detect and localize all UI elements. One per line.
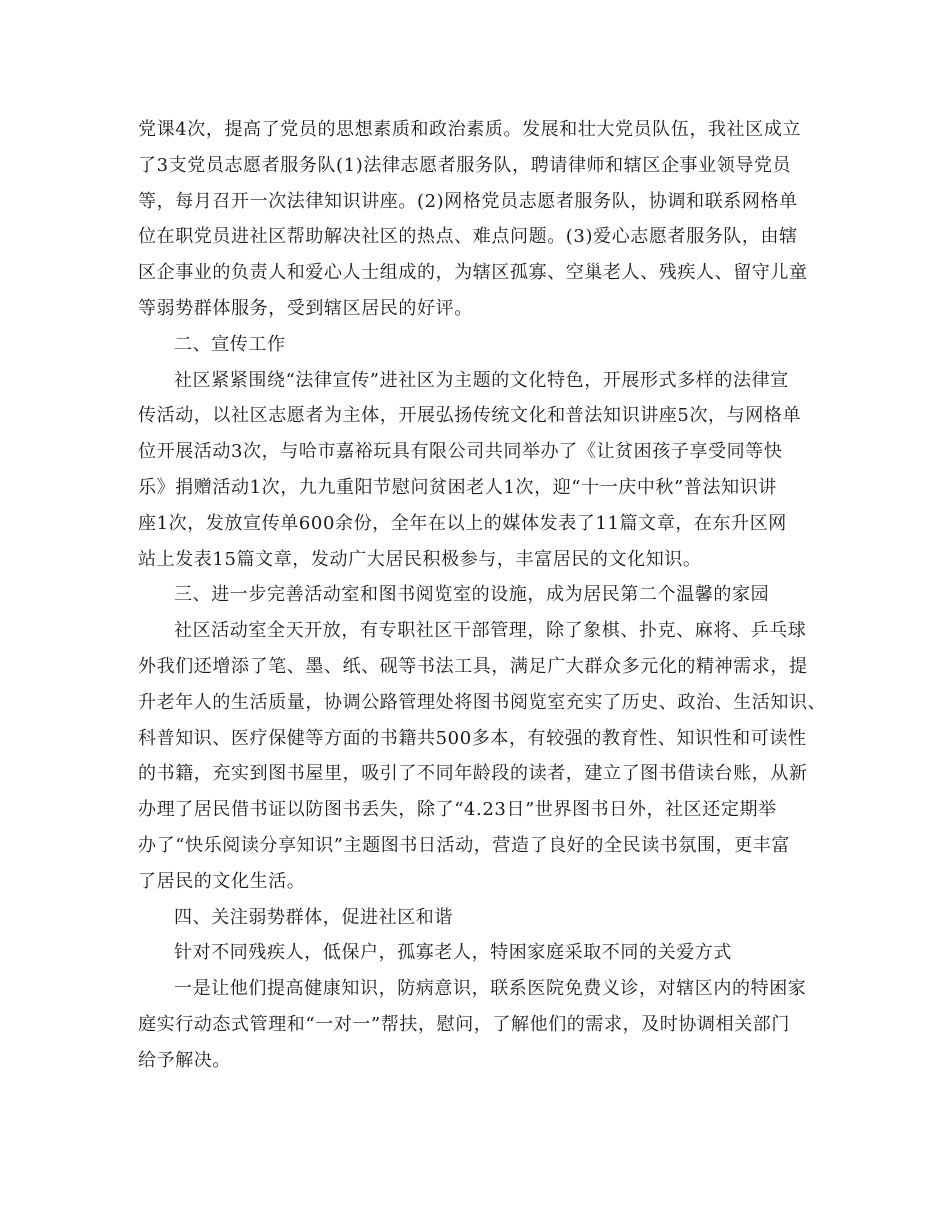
paragraph-line: 的书籍，充实到图书屋里，吸引了不同年龄段的读者，建立了图书借读台账，从新 <box>138 763 808 785</box>
paragraph-line: 区企事业的负责人和爱心人士组成的，为辖区孤寡、空巢老人、残疾人、留守儿童 <box>138 262 808 284</box>
paragraph-line-indented: 三、进一步完善活动室和图书阅览室的设施，成为居民第二个温馨的家园 <box>174 584 770 606</box>
paragraph-line: 乐》捐赠活动1次，九九重阳节慰问贫困老人1次，迎“十一庆中秋”普法知识讲 <box>138 476 777 498</box>
paragraph-line-indented: 社区活动室全天开放，有专职社区干部管理，除了象棋、扑克、麻将、乒乓球 <box>174 620 807 642</box>
paragraph-line: 了3支党员志愿者服务队(1)法律志愿者服务队，聘请律师和辖区企事业领导党员 <box>138 154 792 176</box>
paragraph-line: 等弱势群体服务，受到辖区居民的好评。 <box>138 297 473 319</box>
paragraph-line: 办了“快乐阅读分享知识”主题图书日活动，营造了良好的全民读书氛围，更丰富 <box>138 834 791 856</box>
paragraph-line: 位在职党员进社区帮助解决社区的热点、难点问题。(3)爱心志愿者服务队，由辖 <box>138 226 798 248</box>
paragraph-line-indented: 一是让他们提高健康知识，防病意识，联系医院免费义诊，对辖区内的特困家 <box>174 978 807 1000</box>
paragraph-line: 科普知识、医疗保健等方面的书籍共500多本，有较强的教育性、知识性和可读性 <box>138 727 807 749</box>
paragraph-line: 座1次，发放宣传单600余份，全年在以上的媒体发表了11篇文章，在东升区网 <box>138 512 787 534</box>
paragraph-line: 给予解决。 <box>138 1049 231 1071</box>
paragraph-line: 庭实行动态式管理和“一对一”帮扶，慰问，了解他们的需求，及时协调相关部门 <box>138 1013 791 1035</box>
paragraph-line: 办理了居民借书证以防图书丢失，除了“4.23日”世界图书日外，社区还定期举 <box>138 799 777 821</box>
paragraph-line-indented: 针对不同残疾人，低保户，孤寡老人，特困家庭采取不同的关爱方式 <box>174 942 732 964</box>
paragraph-line: 传活动，以社区志愿者为主体，开展弘扬传统文化和普法知识讲座5次，与网格单 <box>138 405 802 427</box>
paragraph-line: 了居民的文化生活。 <box>138 870 306 892</box>
paragraph-line: 党课4次，提高了党员的思想素质和政治素质。发展和壮大党员队伍，我社区成立 <box>138 119 802 140</box>
paragraph-line: 外我们还增添了笔、墨、纸、砚等书法工具，满足广大群众多元化的精神需求，提 <box>138 655 808 677</box>
paragraph-line: 升老年人的生活质量，协调公路管理处将图书阅览室充实了历史、政治、生活知识、 <box>138 691 827 713</box>
paragraph-line: 位开展活动3次，与哈市嘉裕玩具有限公司共同举办了《让贫困孩子享受同等快 <box>138 441 783 463</box>
paragraph-line: 等，每月召开一次法律知识讲座。(2)网格党员志愿者服务队，协调和联系网格单 <box>138 190 798 212</box>
paragraph-line: 站上发表15篇文章，发动广大居民积极参与，丰富居民的文化知识。 <box>138 548 702 570</box>
paragraph-line-indented: 二、宣传工作 <box>174 333 286 355</box>
document-body <box>138 112 828 1079</box>
paragraph-line-indented: 四、关注弱势群体，促进社区和谐 <box>174 906 453 928</box>
paragraph-line-indented: 社区紧紧围绕“法律宣传”进社区为主题的文化特色，开展形式多样的法律宣 <box>174 369 789 391</box>
